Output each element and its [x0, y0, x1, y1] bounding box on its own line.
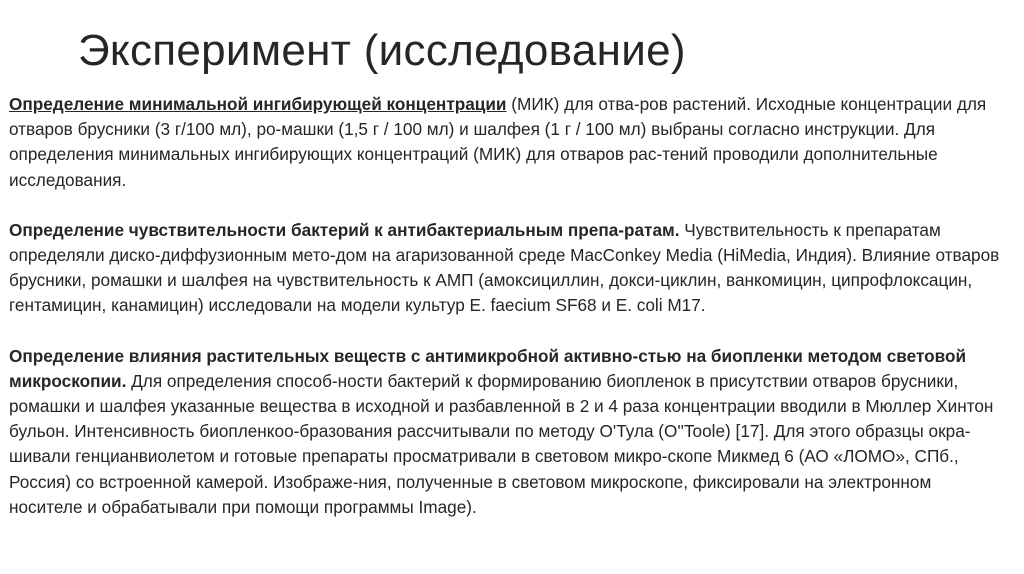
paragraph-spacer	[9, 319, 1009, 344]
paragraph-heading: Определение минимальной ингибирующей концентрации	[9, 94, 507, 114]
paragraph-sensitivity	[9, 218, 1009, 319]
paragraph-text: Для определения способ-ности бактерий к формированию биопленок в присутствии отваров брусники, ромашки и шалфея указанные вещества в исходной и разбавленной в 2 и 4 раза концентрации вводили в Мюллер Хинтон бульон. Интенсивность биопленкоо-бразования рассчитывали по методу O'Тула (O''Toole) [17]. Для этого образцы окра-шивали генцианвиолетом и готовые препараты просматривали в световом микро-скопе Микмед 6 (АО «ЛОМО», СПб., Россия) со встроенной камерой. Изображе-ния, полученные в световом микроскопе, фиксировали на электронном носителе и обрабатывали при помощи программы Image).	[9, 370, 994, 517]
paragraph-mic	[9, 92, 1009, 193]
slide-title: Эксперимент (исследование)	[78, 26, 686, 75]
paragraph-heading: Определение влияния растительных веществ с антимикробной активно-стью на биопленки методом световой микроскопии.	[9, 345, 967, 391]
paragraph-biofilm	[9, 344, 1009, 520]
paragraph-heading: Определение чувствительности бактерий к антибактериальным препа-ратам.	[9, 219, 680, 240]
paragraph-spacer	[9, 193, 1009, 218]
paragraph-text: Чувствительность к препаратам определяли диско-диффузионным мето-дом на агаризованной среде MacConkey Media (HiMedia, Индия). Влияние отваров брусники, ромашки и шалфея на чувствительность к АМП (амоксициллин, докси-циклин, ванкомицин, ципрофлоксацин, гентамицин, канамицин) исследовали на модели культур E. faecium SF68 и E. coli M17.	[9, 219, 1000, 316]
slide-body	[9, 92, 1009, 520]
paragraph-text: (МИК) для отва-ров растений. Исходные концентрации для отваров брусники (3 г/100 мл), ро-машки (1,5 г / 100 мл) и шалфея (1 г / 100 мл) выбраны согласно инструкции. Для определения минимальных ингибирующих концентраций (МИК) для отваров рас-тений проводили дополнительные исследования.	[9, 94, 987, 190]
